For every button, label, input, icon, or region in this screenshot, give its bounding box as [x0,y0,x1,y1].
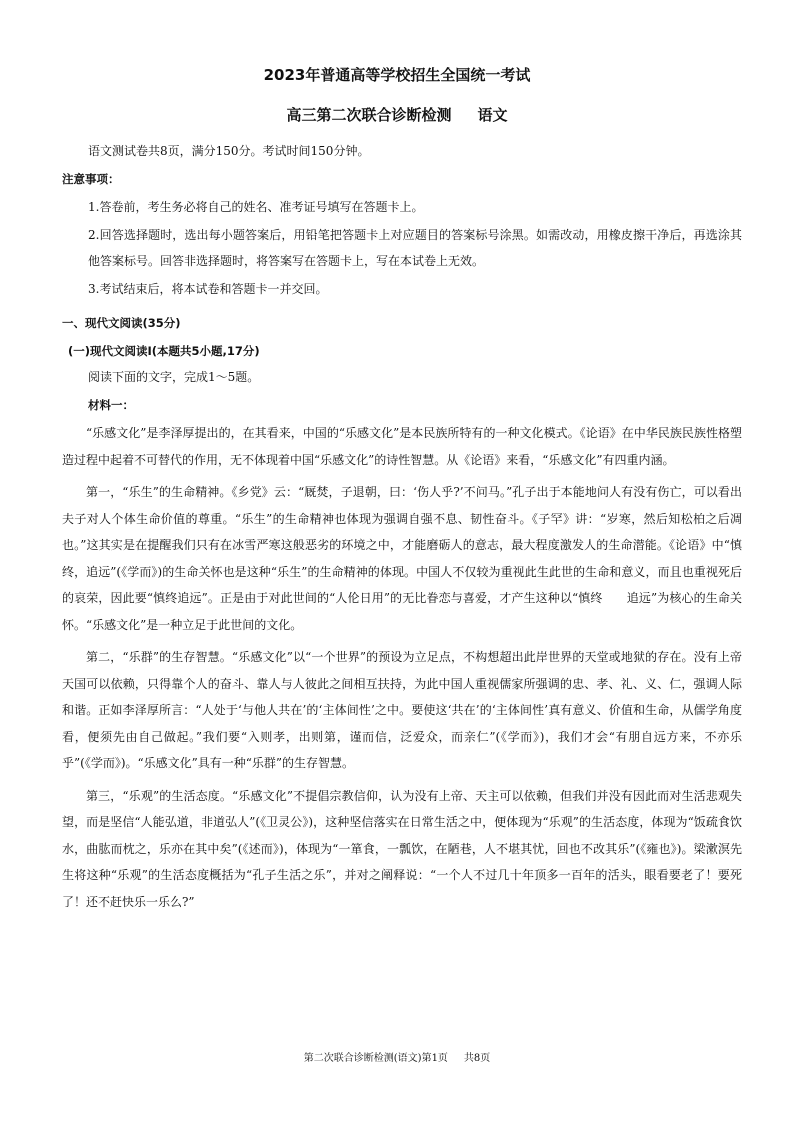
subject-label: 语文 [477,106,508,124]
footer-page-info: 第二次联合诊断检测(语文)第1页 [303,1053,448,1064]
footer-total-pages: 共8页 [463,1053,491,1064]
material-paragraph: 第二，“乐群”的生存智慧。“乐感文化”以“一个世界”的预设为立足点，不构想超出此岸世界的天堂或地狱的存在。没有上帝天国可以依赖，只得靠个人的奋斗、靠人与人彼此之间相互扶持，为此中国人重视儒家所强调的忠、孝、礼、义、仁，强调人际和谐。正如李泽厚所言：“人处于‘与他人共在’的‘主体间性’之中。要使这‘共在’的‘主体间性’真有意义、价值和生命，从儒学角度看，便须先由自己做起。”我们要“入则孝，出则第，谨而信，泛爱众，而亲仁”(《学而》)，我们才会“有朋自远方来，不亦乐乎”(《学而》)。“乐感文化”具有一种“乐群”的生存智慧。 [62,650,742,770]
intro-text: 语文测试卷共8页，满分150分。考试时间150分钟。 [88,144,370,158]
material-paragraph: 第一，“乐生”的生命精神。《乡党》云：“厩焚，子退朝，曰：‘伤人乎?’不问马。”孔子出于本能地问人有没有伤亡，可以看出夫子对人个体生命价值的尊重。“乐生”的生命精神也体现为强调自强不息、韧性奋斗。《子罕》讲：“岁寒，然后知松柏之后凋也。”这其实是在提醒我们只有在冰雪严寒这般恶劣的环境之中，才能磨砺人的意志，最大程度激发人的生命潜能。《论语》中“慎终，追远”(《学而》)的生命关怀也是这种“乐生”的生命精神的体现。中国人不仅较为重视此生此世的生命和意义，而且也重视死后的哀荣，因此要“慎终追远”。正是由于对此世间的“人伦日用”的无比眷恋与喜爱，才产生这种以“慎终 追远”为核心的生命关怀。“乐感文化”是一种立足于此世间的文化。 [62,485,742,632]
material-label: 材料一： [88,398,134,412]
exam-title: 2023年普通高等学校招生全国统一考试 [263,66,531,84]
exam-body [62,138,742,915]
instruction-text: 阅读下面的文字，完成1～5题。 [88,370,260,384]
exam-subtitle [0,104,794,125]
sub-section-heading: (一)现代文阅读Ⅰ(本题共5小题,17分) [68,344,260,358]
note-item: 3.考试结束后，将本试卷和答题卡一并交回。 [88,282,328,296]
page-footer [0,1049,794,1064]
section-heading: 一、现代文阅读(35分) [62,316,181,330]
notes-heading: 注意事项： [62,172,120,186]
material-paragraph: 第三，“乐观”的生活态度。“乐感文化”不提倡宗教信仰，认为没有上帝、天主可以依赖，但我们并没有因此而对生活悲观失望，而是坚信“人能弘道，非道弘人”(《卫灵公》)，这种坚信落实在日常生活之中，便体现为“乐观”的生活态度，体现为“饭疏食饮水，曲肱而枕之，乐亦在其中矣”(《述而》)，体现为“一箪食，一瓢饮，在陋巷，人不堪其忧，回也不改其乐”(《雍也》)。梁漱溟先生将这种“乐观”的生活态度概括为“孔子生活之乐”，并对之阐释说：“一个人不过几十年顶多一百年的活头，眼看要老了！要死了！还不赶快乐一乐么?” [62,788,742,909]
note-item: 2.回答选择题时，选出每小题答案后，用铅笔把答题卡上对应题目的答案标号涂黑。如需改动，用橡皮擦干净后，再选涂其他答案标号。回答非选择题时，将答案写在答题卡上，写在本试卷上无效。 [88,228,742,268]
material-paragraph: “乐感文化”是李泽厚提出的，在其看来，中国的“乐感文化”是本民族所特有的一种文化模式。《论语》在中华民族民族性格塑造过程中起着不可替代的作用，无不体现着中国“乐感文化”的诗性智慧。从《论语》来看，“乐感文化”有四重内涵。 [62,426,742,467]
note-item: 1.答卷前，考生务必将自己的姓名、准考证号填写在答题卡上。 [88,200,424,214]
subtitle-text: 高三第二次联合诊断检测 [286,106,452,124]
